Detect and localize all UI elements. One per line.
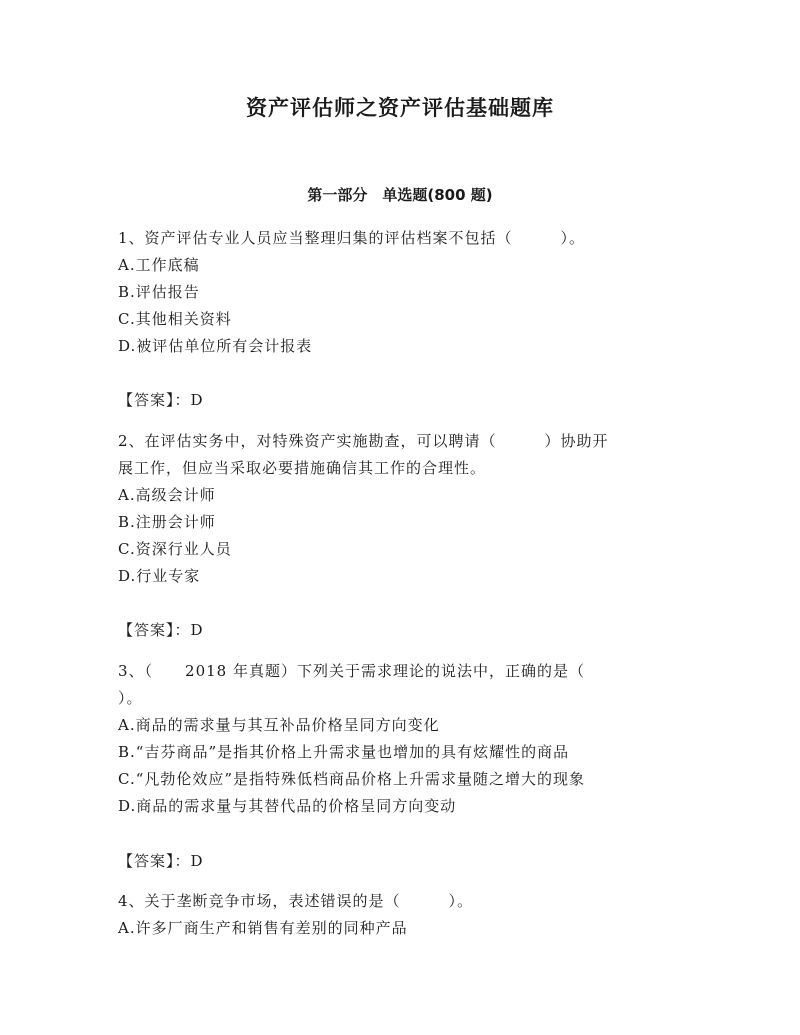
question-1-answer: 【答案】：D <box>118 391 204 409</box>
question-4-stem: 4、关于垄断竞争市场，表述错误的是（ ）。 <box>118 892 474 910</box>
question-3-option-b: B.“吉芬商品”是指其价格上升需求量也增加的具有炫耀性的商品 <box>118 743 570 761</box>
question-1-option-d: D.被评估单位所有会计报表 <box>118 337 313 355</box>
question-2-option-c: C.资深行业人员 <box>118 540 232 558</box>
question-3-stem-line-1: 3、（ 2018 年真题）下列关于需求理论的说法中，正确的是（ <box>118 662 585 680</box>
question-2-option-b: B.注册会计师 <box>118 513 216 531</box>
question-2-stem-line-1: 2、在评估实务中，对特殊资产实施勘查，可以聘请（ ）协助开 <box>118 432 609 450</box>
question-1-option-b: B.评估报告 <box>118 283 200 301</box>
question-1-option-a: A.工作底稿 <box>118 256 200 274</box>
question-1-option-c: C.其他相关资料 <box>118 310 232 328</box>
question-3-option-c: C.“凡勃伦效应”是指特殊低档商品价格上升需求量随之增大的现象 <box>118 770 586 788</box>
question-3-option-a: A.商品的需求量与其互补品价格呈同方向变化 <box>118 716 440 734</box>
document-title: 资产评估师之资产评估基础题库 <box>246 96 554 120</box>
question-3-stem-line-2: ）。 <box>118 689 143 707</box>
question-2-option-a: A.高级会计师 <box>118 486 216 504</box>
question-3-answer: 【答案】：D <box>118 852 204 870</box>
question-3-option-d: D.商品的需求量与其替代品的价格呈同方向变动 <box>118 797 457 815</box>
question-2-stem-line-2: 展工作，但应当采取必要措施确信其工作的合理性。 <box>118 459 487 477</box>
section-title: 第一部分 单选题(800 题) <box>307 186 493 204</box>
question-2-answer: 【答案】：D <box>118 621 204 639</box>
question-1-stem: 1、资产评估专业人员应当整理归集的评估档案不包括（ ）。 <box>118 229 586 247</box>
question-4-option-a: A.许多厂商生产和销售有差别的同种产品 <box>118 919 408 937</box>
question-2-option-d: D.行业专家 <box>118 567 201 585</box>
